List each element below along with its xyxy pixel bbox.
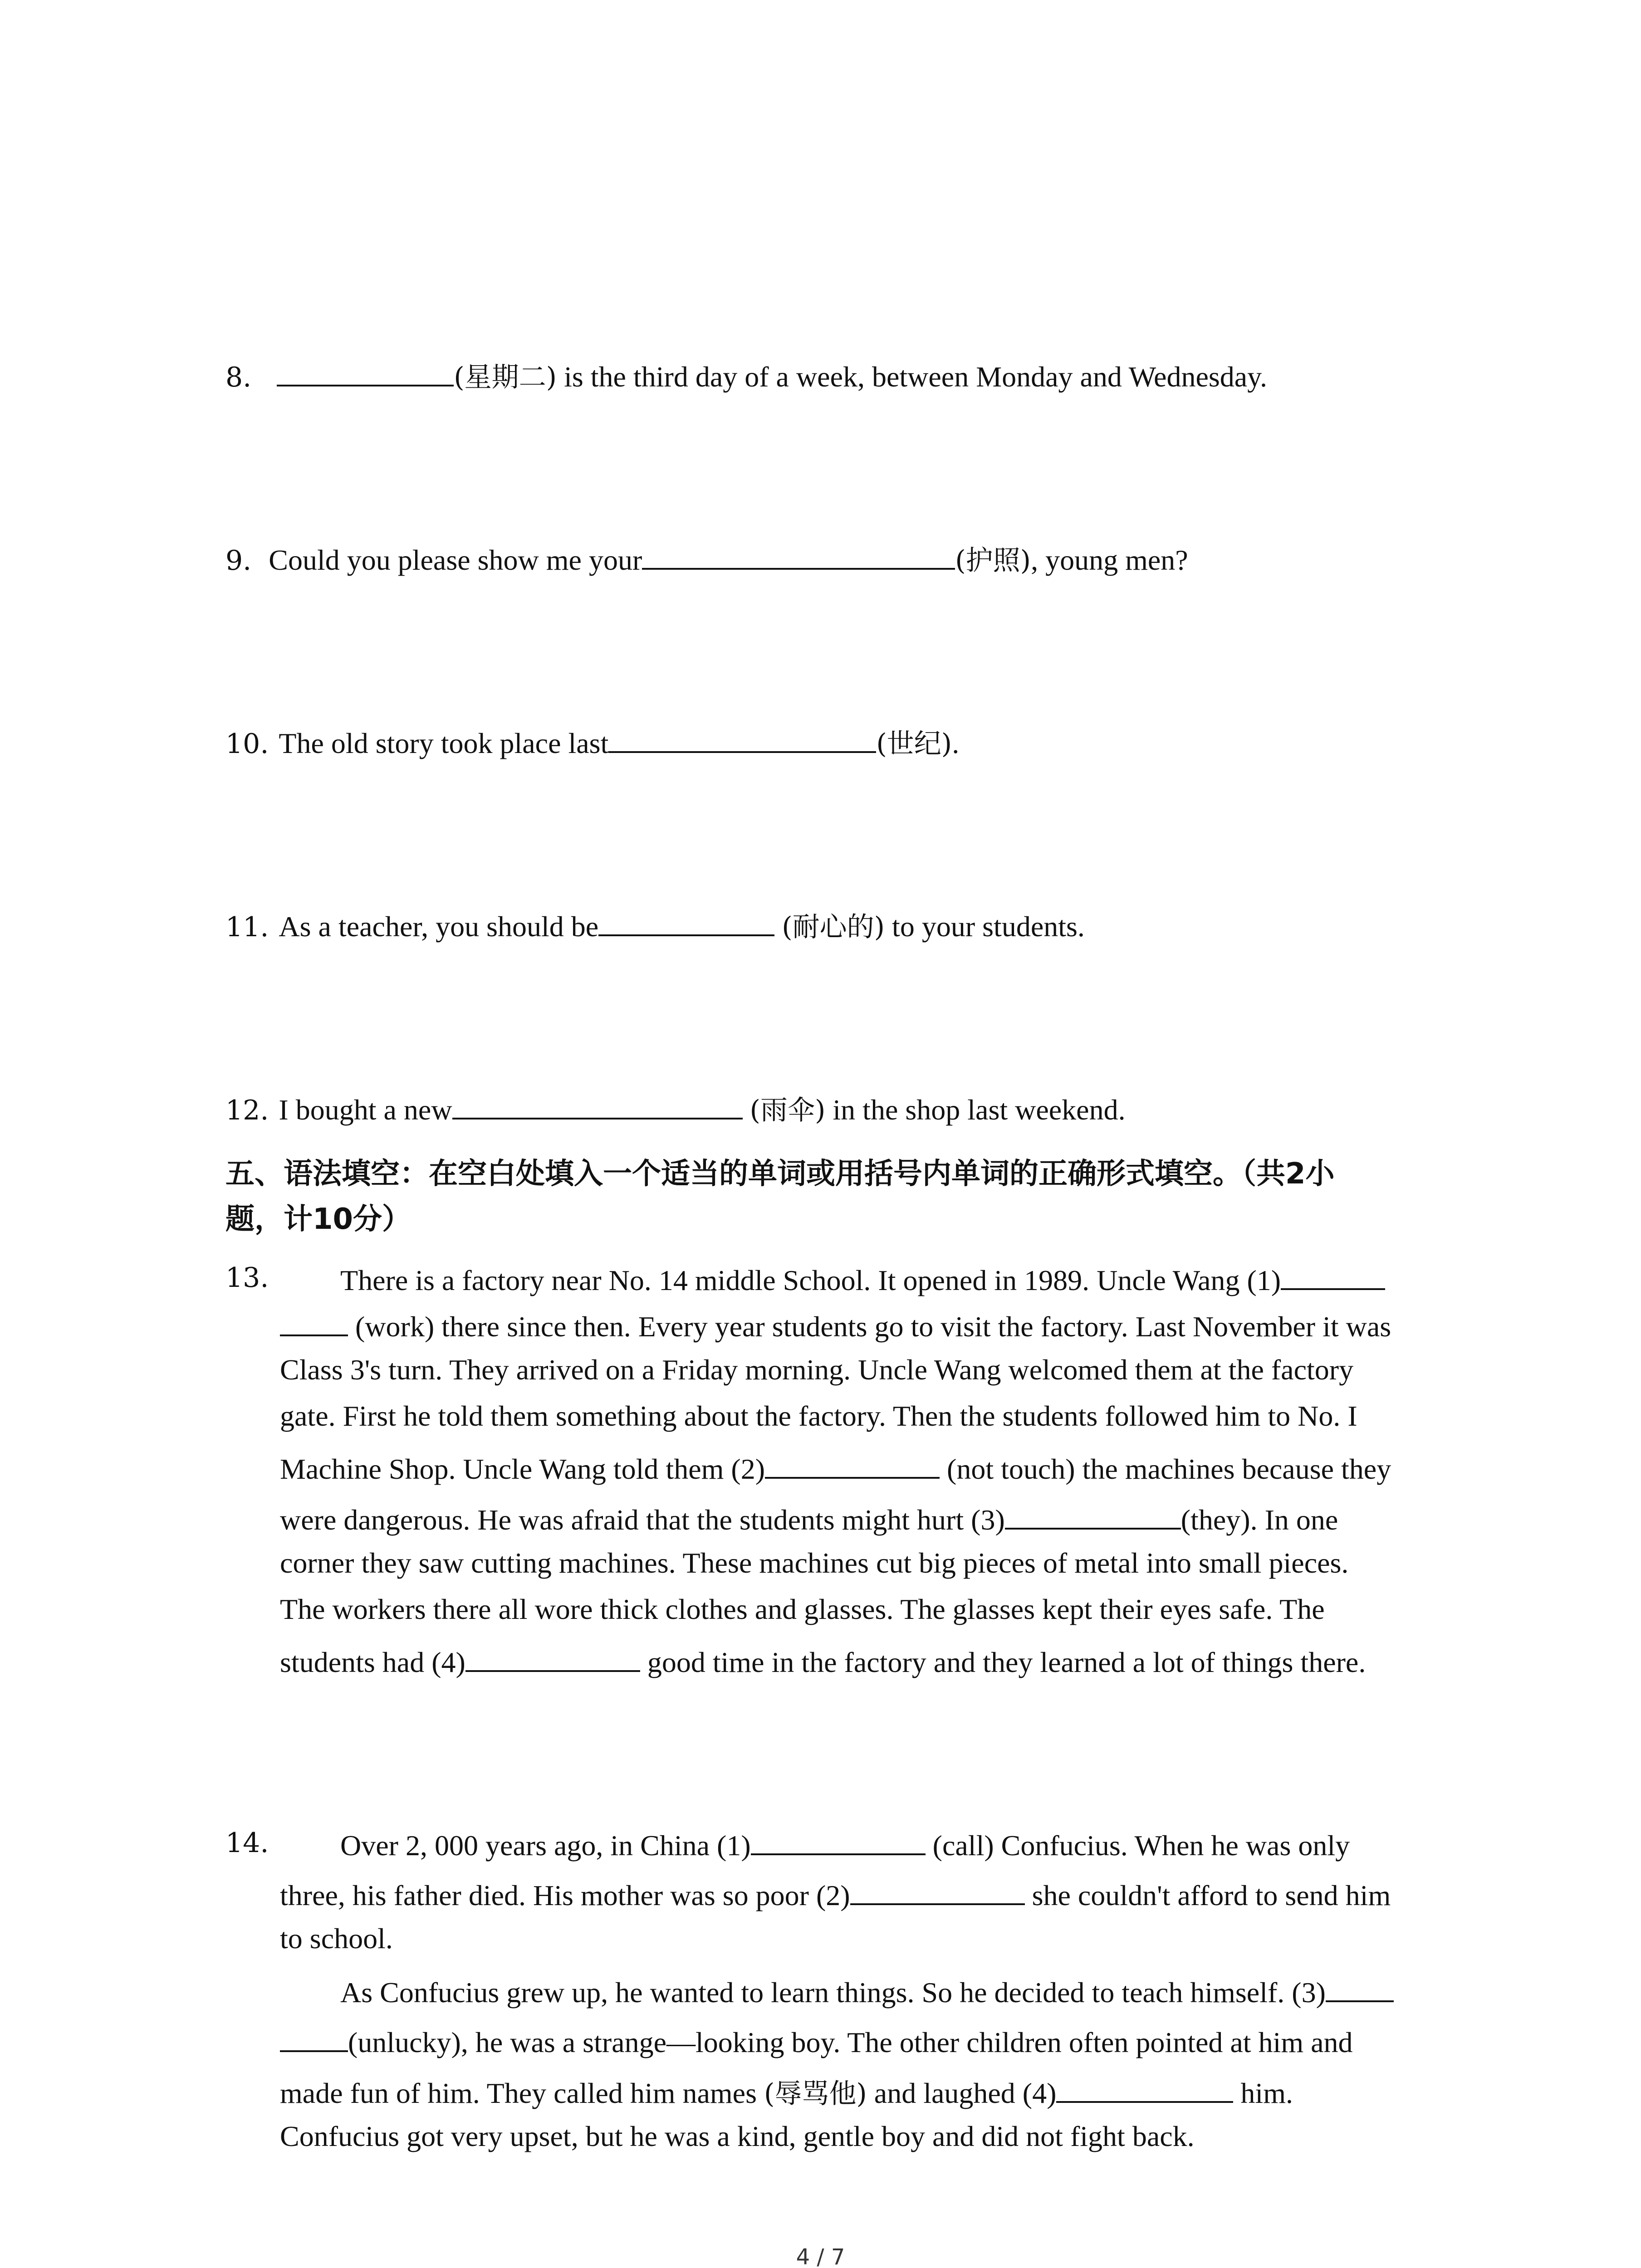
question-10 (225, 726, 959, 758)
passage-text: (not touch) the machines because they (940, 1453, 1391, 1485)
chinese-hint: (世纪) (876, 728, 952, 760)
answer-blank-3-continued[interactable] (280, 2025, 348, 2052)
passage-text: As Confucius grew up, he wanted to learn things. So he decided to teach himself. (3) (340, 1976, 1326, 2009)
passage-14-number (225, 1828, 269, 1857)
answer-blank-2[interactable] (850, 1878, 1025, 1905)
passage-line (280, 1878, 1391, 1910)
chinese-hint: (星期二) (454, 362, 557, 393)
question-text: . (952, 727, 960, 759)
question-text: As a teacher, you should be (279, 910, 599, 943)
question-text: , young men? (1031, 544, 1188, 576)
question-number: 10. (225, 728, 269, 760)
answer-blank-3[interactable] (1005, 1502, 1181, 1530)
passage-text: were dangerous. He was afraid that the students might hurt (3) (280, 1504, 1005, 1536)
question-number: 12. (225, 1095, 269, 1126)
question-text: to your students. (885, 910, 1085, 943)
answer-blank-1[interactable] (1281, 1263, 1385, 1290)
chinese-hint: (耐心的) (782, 911, 885, 943)
passage-line (280, 2122, 1195, 2151)
answer-blank[interactable] (277, 359, 454, 386)
section-heading: 五、语法填空：在空白处填入一个适当的单词或用括号内单词的正确形式填空。（共2小 (225, 1157, 1335, 1191)
passage-text: three, his father died. His mother was so poor (2) (280, 1879, 850, 1911)
passage-text: (unlucky), he was a strange—looking boy. The other children often pointed at him and (348, 2026, 1353, 2058)
passage-text: she couldn't afford to send him (1024, 1879, 1391, 1911)
answer-blank-1-continued[interactable] (280, 1309, 348, 1336)
passage-line (280, 1309, 1391, 1341)
answer-blank-3[interactable] (1326, 1975, 1394, 2002)
chinese-hint: (辱骂他) (764, 2078, 867, 2110)
passage-text: corner they saw cutting machines. These machines cut big pieces of metal into small pieces. (280, 1547, 1349, 1579)
answer-blank[interactable] (608, 726, 876, 753)
passage-line (280, 1355, 1353, 1384)
passage-text: to school. (280, 1922, 393, 1955)
question-8 (225, 359, 1267, 391)
passage-text: good time in the factory and they learned a lot of things there. (640, 1646, 1366, 1678)
passage-line (280, 1595, 1325, 1624)
passage-line (280, 2076, 1293, 2108)
answer-blank-1[interactable] (751, 1828, 926, 1855)
passage-line (340, 1828, 1350, 1860)
passage-line (280, 2025, 1353, 2057)
passage-text: gate. First he told them something about the factory. Then the students followed him to No. I (280, 1400, 1357, 1432)
passage-text: Over 2, 000 years ago, in China (1) (340, 1829, 751, 1862)
question-12 (225, 1092, 1126, 1124)
question-text: is the third day of a week, between Monday and Wednesday. (557, 361, 1268, 393)
answer-blank[interactable] (598, 909, 774, 936)
question-text: in the shop last weekend. (825, 1094, 1126, 1126)
answer-blank[interactable] (642, 543, 955, 570)
passage-text: The workers there all wore thick clothes and glasses. The glasses kept their eyes safe. The (280, 1593, 1325, 1625)
passage-line (280, 1452, 1391, 1484)
passage-line (340, 1975, 1394, 2007)
question-number: 8. (225, 362, 252, 393)
chinese-hint: (雨伞) (749, 1095, 826, 1126)
passage-line (280, 1402, 1357, 1431)
passage-line (280, 1502, 1338, 1535)
question-text: The old story took place last (279, 727, 609, 759)
answer-blank-4[interactable] (465, 1645, 640, 1672)
passage-text: (call) Confucius. When he was only (925, 1829, 1350, 1862)
passage-text: made fun of him. They called him names (280, 2077, 764, 2109)
page-indicator: 4 / 7 (796, 2244, 845, 2268)
question-number: 14. (225, 1827, 269, 1859)
passage-text: students had (4) (280, 1646, 465, 1678)
section-heading-continued: 题，计10分） (225, 1202, 411, 1236)
passage-text: There is a factory near No. 14 middle School. It opened in 1989. Uncle Wang (1) (340, 1264, 1281, 1296)
question-number: 13. (225, 1262, 269, 1294)
question-number: 9. (225, 545, 252, 577)
passage-line (340, 1263, 1385, 1295)
passage-line (280, 1645, 1366, 1677)
answer-blank[interactable] (452, 1092, 743, 1119)
passage-text: him. (1233, 2077, 1293, 2109)
passage-line (280, 1549, 1348, 1578)
passage-13-number (225, 1263, 269, 1292)
passage-line (280, 1924, 393, 1953)
answer-blank-4[interactable] (1056, 2076, 1233, 2103)
passage-text: (they). In one (1181, 1504, 1338, 1536)
passage-text: and laughed (4) (867, 2077, 1057, 2109)
question-11 (225, 909, 1085, 941)
passage-text: Class 3's turn. They arrived on a Friday morning. Uncle Wang welcomed them at the factory (280, 1354, 1354, 1386)
passage-text: (work) there since then. Every year students go to visit the factory. Last November it was (348, 1310, 1391, 1343)
question-9 (225, 543, 1188, 575)
question-number: 11. (225, 911, 269, 943)
passage-text: Machine Shop. Uncle Wang told them (2) (280, 1453, 765, 1485)
chinese-hint: (护照) (955, 545, 1031, 577)
answer-blank-2[interactable] (765, 1452, 940, 1479)
passage-text: Confucius got very upset, but he was a kind, gentle boy and did not fight back. (280, 2120, 1195, 2152)
question-text: I bought a new (279, 1094, 452, 1126)
question-text: Could you please show me your (269, 544, 642, 576)
